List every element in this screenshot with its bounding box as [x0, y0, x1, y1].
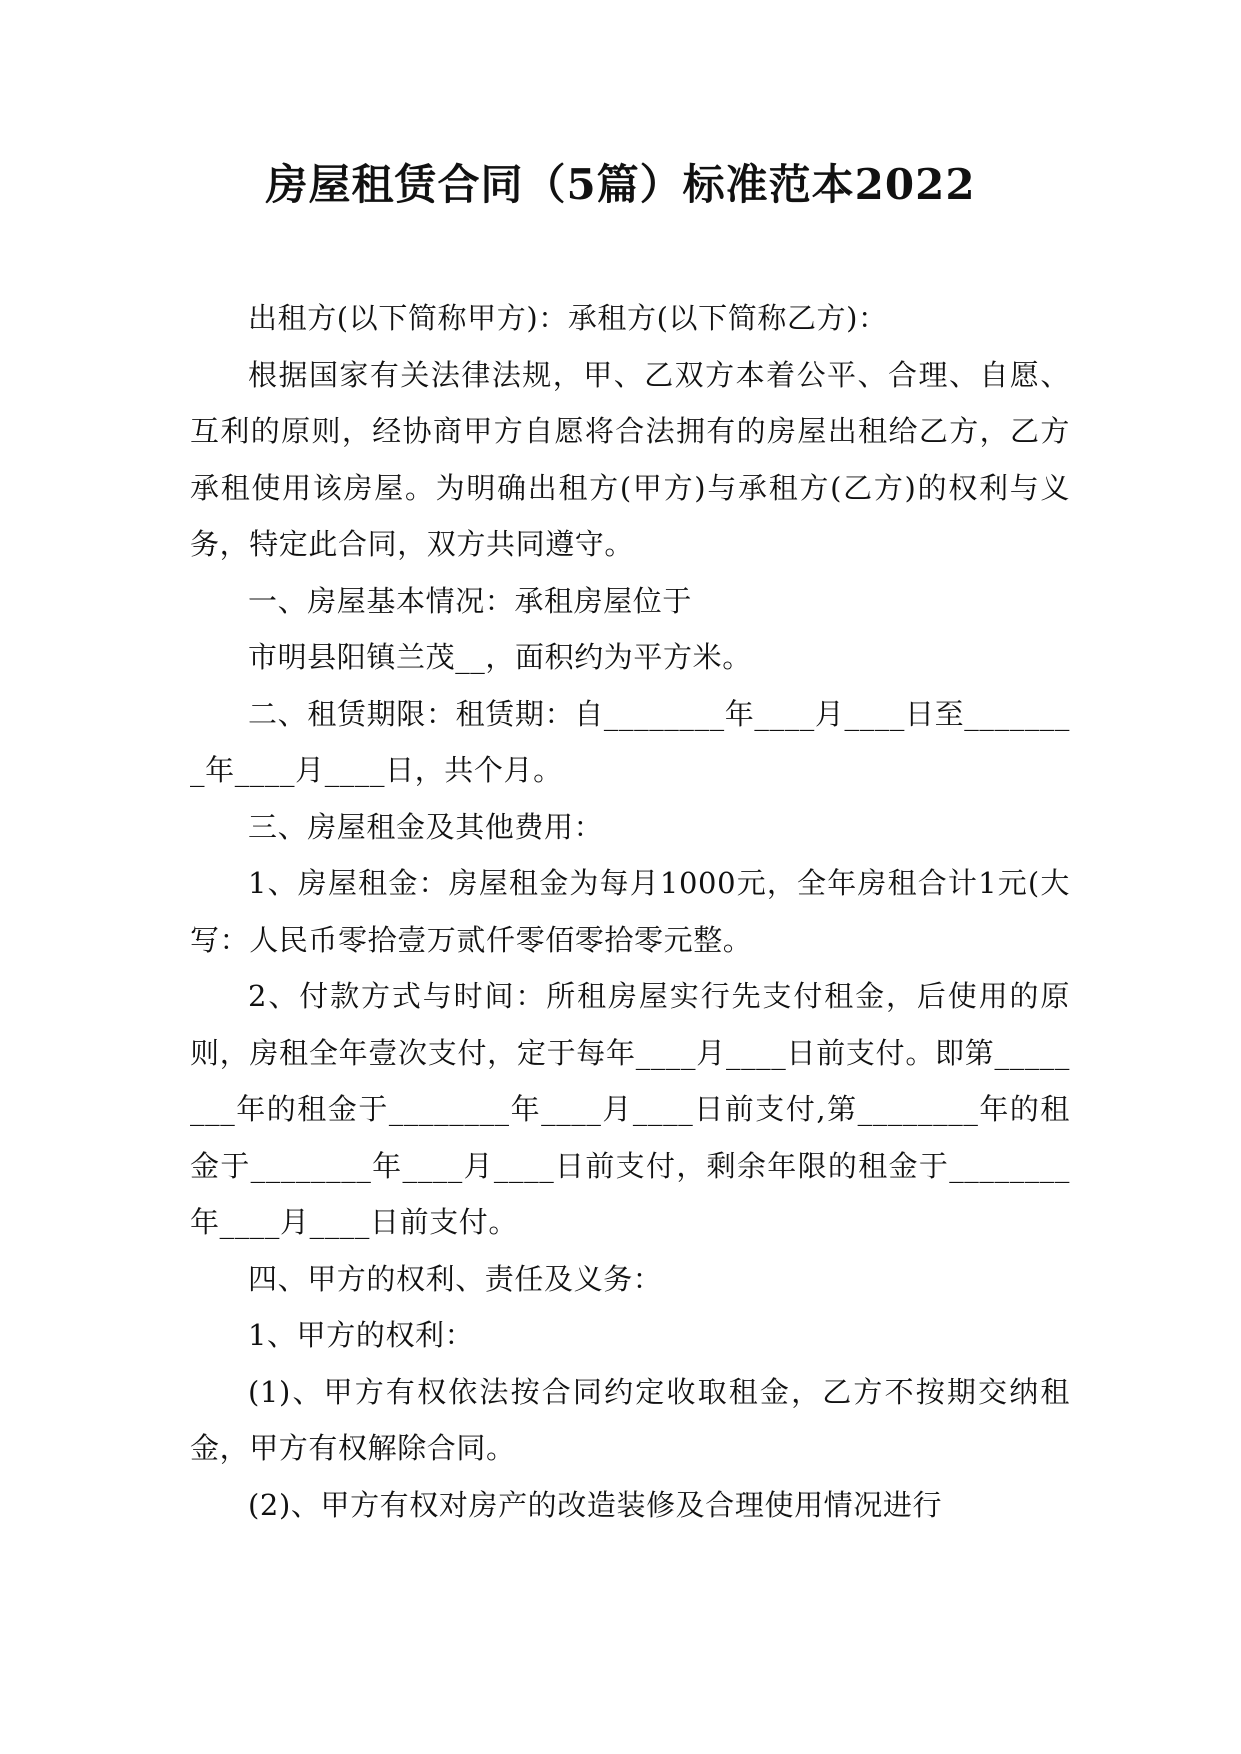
document-title: 房屋租赁合同（5篇）标准范本2022 [265, 160, 976, 209]
paragraph-house-location: 市明县阳镇兰茂__，面积约为平方米。 [248, 640, 752, 674]
paragraph-section-1-heading: 一、房屋基本情况：承租房屋位于 [248, 583, 693, 618]
paragraph-preamble: 根据国家有关法律法规，甲、乙双方本着公平、合理、自愿、互利的原则，经协商甲方自愿将合法拥有的房屋出租给乙方，乙方承租使用该房屋。为明确出租方(甲方)与承租方(乙方)的权利与义务，特定此合同，双方共同遵守。 [190, 357, 1070, 561]
document-body [190, 290, 1070, 1533]
paragraph-section-4-heading: 四、甲方的权利、责任及义务： [248, 1261, 663, 1296]
paragraph-party-a-rights-heading: 1、甲方的权利： [248, 1318, 475, 1352]
paragraph-payment-terms: 2、付款方式与时间：所租房屋实行先支付租金，后使用的原则，房租全年壹次支付，定于每年____月____日前支付。即第________年的租金于________年____月____日前支付,第________年的租金于________年____月____日前支付，剩余年限的租金于________年____月____日前支付。 [190, 979, 1070, 1239]
paragraph-lease-term: 二、租赁期限：租赁期：自________年____月____日至________年____月____日，共个月。 [190, 696, 1070, 787]
paragraph-right-2: (2)、甲方有权对房产的改造装修及合理使用情况进行 [248, 1487, 943, 1522]
paragraph-parties: 出租方(以下简称甲方)：承租方(以下简称乙方)： [248, 301, 888, 335]
paragraph-right-1: (1)、甲方有权依法按合同约定收取租金，乙方不按期交纳租金，甲方有权解除合同。 [190, 1374, 1070, 1465]
paragraph-section-3-heading: 三、房屋租金及其他费用： [248, 809, 604, 844]
paragraph-rent-amount: 1、房屋租金：房屋租金为每月1000元，全年房租合计1元(大写：人民币零拾壹万贰仟零佰零拾零元整。 [190, 866, 1070, 957]
